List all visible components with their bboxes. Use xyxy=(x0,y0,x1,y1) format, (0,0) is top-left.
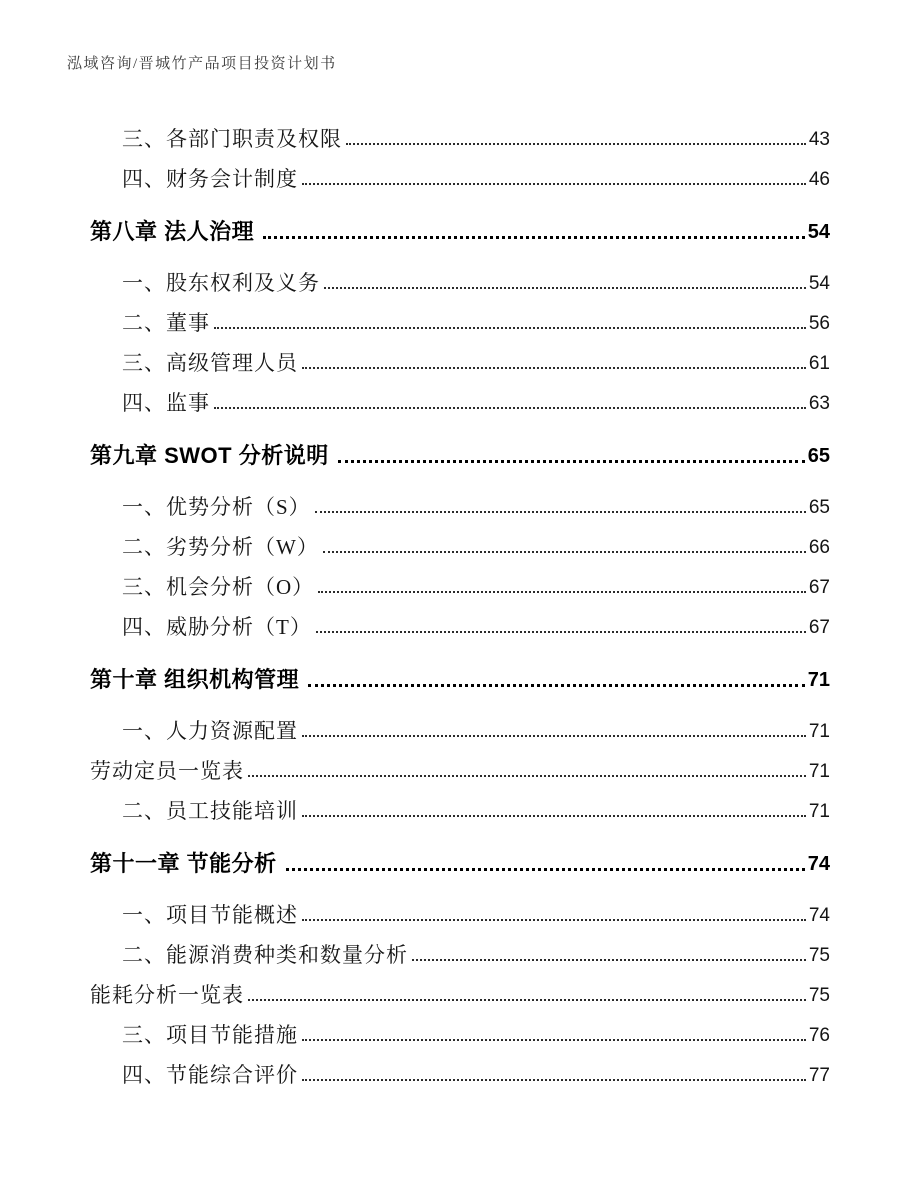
toc-entry-title: 三、机会分析（O） xyxy=(122,575,315,599)
dot-leader xyxy=(316,631,806,633)
toc-entry-page: 46 xyxy=(808,169,830,190)
toc-entry-title: 第九章 SWOT 分析说明 xyxy=(90,442,329,468)
dot-leader xyxy=(318,591,806,593)
toc-entry-page: 75 xyxy=(808,985,830,1006)
toc-entry-title: 第十一章 节能分析 xyxy=(90,850,277,876)
toc-entry[interactable] xyxy=(90,434,830,474)
dot-leader xyxy=(214,407,806,409)
toc-entry-page: 54 xyxy=(808,273,830,294)
toc-entry-title: 一、优势分析（S） xyxy=(122,495,311,519)
toc-entry[interactable] xyxy=(90,606,830,646)
dot-leader xyxy=(263,236,805,239)
dot-leader xyxy=(302,183,806,185)
toc-entry-title: 四、监事 xyxy=(122,391,210,415)
dot-leader xyxy=(346,143,806,145)
toc-entry-page: 65 xyxy=(807,444,830,467)
toc-entry[interactable] xyxy=(90,894,830,934)
dot-leader xyxy=(302,815,806,817)
toc-entry[interactable] xyxy=(90,790,830,830)
toc-entry-page: 76 xyxy=(808,1025,830,1046)
toc-entry-page: 56 xyxy=(808,313,830,334)
dot-leader xyxy=(412,959,806,961)
toc-entry[interactable] xyxy=(90,750,830,790)
toc-entry-page: 77 xyxy=(808,1065,830,1086)
toc-entry[interactable] xyxy=(90,118,830,158)
dot-leader xyxy=(308,684,805,687)
toc-entry-title: 一、项目节能概述 xyxy=(122,903,298,927)
dot-leader xyxy=(302,735,806,737)
dot-leader xyxy=(302,367,806,369)
document-header: 泓域咨询/晋城竹产品项目投资计划书 xyxy=(67,56,337,72)
toc-entry[interactable] xyxy=(90,210,830,250)
toc-entry-title: 三、各部门职责及权限 xyxy=(122,127,342,151)
toc-entry-title: 第十章 组织机构管理 xyxy=(90,666,300,692)
toc-entry-page: 71 xyxy=(807,668,830,691)
dot-leader xyxy=(338,460,805,463)
toc-entry[interactable] xyxy=(90,710,830,750)
toc-entry-page: 66 xyxy=(808,537,830,558)
dot-leader xyxy=(248,999,806,1001)
toc-entry[interactable] xyxy=(90,262,830,302)
toc-entry-title: 一、股东权利及义务 xyxy=(122,271,320,295)
toc-entry-title: 二、董事 xyxy=(122,311,210,335)
toc-entry[interactable] xyxy=(90,934,830,974)
toc-entry-page: 74 xyxy=(807,852,830,875)
dot-leader xyxy=(315,511,806,513)
toc-entry-page: 67 xyxy=(808,617,830,638)
toc-entry-page: 71 xyxy=(808,801,830,822)
dot-leader xyxy=(302,1039,806,1041)
dot-leader xyxy=(323,551,806,553)
toc-entry-title: 能耗分析一览表 xyxy=(90,983,244,1007)
dot-leader xyxy=(302,919,806,921)
toc-entry-title: 第八章 法人治理 xyxy=(90,218,255,244)
toc-entry-title: 二、员工技能培训 xyxy=(122,799,298,823)
toc-entry-title: 二、能源消费种类和数量分析 xyxy=(122,943,408,967)
toc-entry[interactable] xyxy=(90,342,830,382)
toc-entry-page: 71 xyxy=(808,721,830,742)
toc-entry-title: 一、人力资源配置 xyxy=(122,719,298,743)
toc-entry[interactable] xyxy=(90,526,830,566)
toc-entry[interactable] xyxy=(90,302,830,342)
toc-entry-page: 54 xyxy=(807,220,830,243)
dot-leader xyxy=(248,775,806,777)
toc-entry-title: 四、威胁分析（T） xyxy=(122,615,312,639)
dot-leader xyxy=(302,1079,806,1081)
toc-entry[interactable] xyxy=(90,382,830,422)
dot-leader xyxy=(214,327,806,329)
toc-entry-title: 劳动定员一览表 xyxy=(90,759,244,783)
dot-leader xyxy=(324,287,806,289)
toc-entry-title: 四、节能综合评价 xyxy=(122,1063,298,1087)
toc-entry-title: 三、高级管理人员 xyxy=(122,351,298,375)
toc-entry[interactable] xyxy=(90,158,830,198)
toc-entry[interactable] xyxy=(90,658,830,698)
toc-entry[interactable] xyxy=(90,974,830,1014)
dot-leader xyxy=(286,868,805,871)
toc-entry-page: 74 xyxy=(808,905,830,926)
toc-entry-title: 二、劣势分析（W） xyxy=(122,535,319,559)
toc-entry-page: 75 xyxy=(808,945,830,966)
toc-list xyxy=(0,118,920,1094)
toc-entry-page: 65 xyxy=(808,497,830,518)
toc-entry-page: 43 xyxy=(808,129,830,150)
toc-entry-page: 71 xyxy=(808,761,830,782)
toc-entry[interactable] xyxy=(90,1014,830,1054)
toc-entry-title: 三、项目节能措施 xyxy=(122,1023,298,1047)
toc-entry-page: 67 xyxy=(808,577,830,598)
toc-entry[interactable] xyxy=(90,842,830,882)
toc-entry[interactable] xyxy=(90,566,830,606)
toc-entry-title: 四、财务会计制度 xyxy=(122,167,298,191)
toc-entry-page: 63 xyxy=(808,393,830,414)
toc-entry[interactable] xyxy=(90,486,830,526)
toc-entry-page: 61 xyxy=(808,353,830,374)
toc-entry[interactable] xyxy=(90,1054,830,1094)
